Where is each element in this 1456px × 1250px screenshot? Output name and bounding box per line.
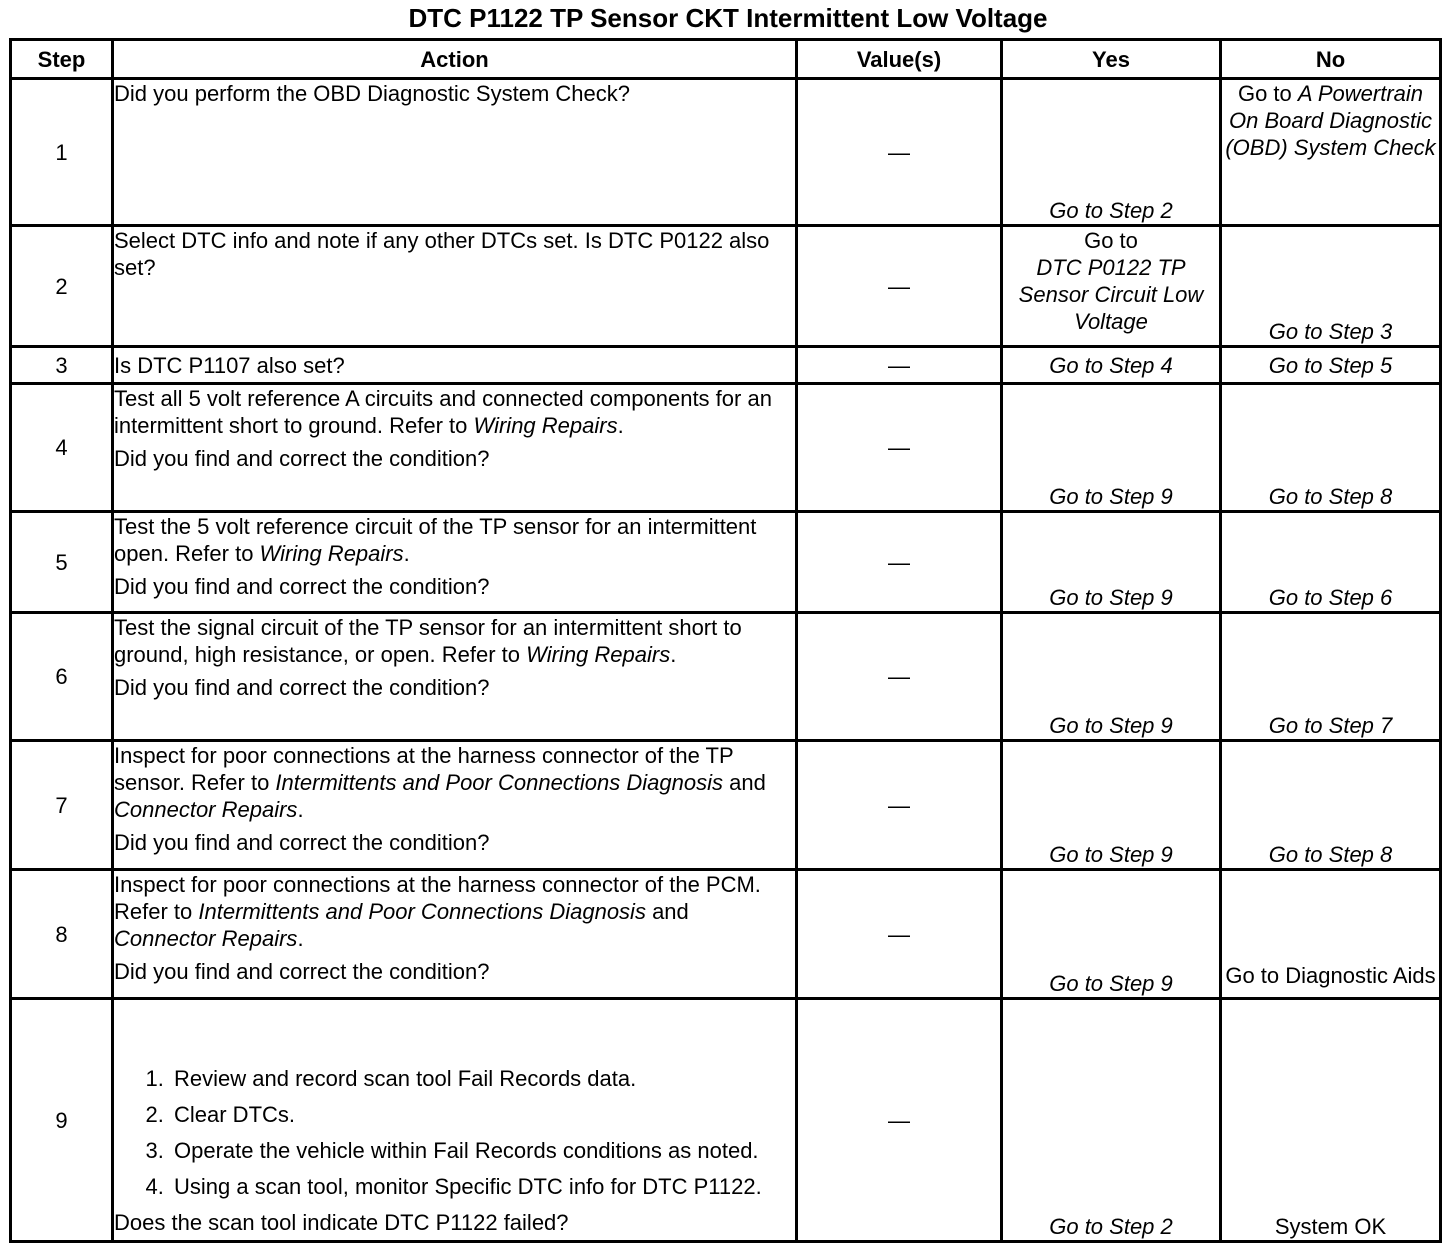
no-text: Go to Step 5 [1268,352,1393,378]
action-text: Test the signal circuit of the TP sensor for an intermittent short to ground, high resistance, or open. Refer to [114,615,742,667]
yes-cell [1002,347,1221,384]
diagnostic-table [9,38,1442,1243]
yes-text: Go to Step 4 [1049,352,1173,378]
action-punctuation: . [297,926,304,951]
table-row [11,512,1441,613]
header-values: Value(s) [797,40,1002,79]
table-row [11,226,1441,347]
action-instruction [114,614,795,668]
list-item: 2. Clear DTCs. [170,1101,795,1128]
action-question: Did you find and correct the condition? [114,830,490,855]
no-cell [1221,999,1441,1242]
action-cell [113,613,797,741]
yes-cell [1002,870,1221,999]
value-cell: — [797,870,1002,999]
value-cell: — [797,226,1002,347]
action-reference: Wiring Repairs [259,541,404,566]
action-punctuation: . [403,541,410,566]
step-number: 4 [11,384,113,512]
table-header-row [11,40,1441,79]
step-number: 1 [11,79,113,226]
yes-prefix: Go to [1084,228,1138,253]
action-text: Did you perform the OBD Diagnostic System Check? [114,81,630,106]
action-cell [113,741,797,870]
step-number: 5 [11,512,113,613]
value-cell: — [797,79,1002,226]
yes-cell [1002,79,1221,226]
no-cell [1221,870,1441,999]
value-cell: — [797,512,1002,613]
action-cell [113,999,797,1242]
yes-text: Go to Step 9 [1049,713,1173,738]
action-instruction [114,871,795,952]
no-text: Go to Step 7 [1268,713,1393,738]
table-row [11,347,1441,384]
yes-cell [1002,999,1221,1242]
action-instruction [114,513,795,567]
value-cell: — [797,347,1002,384]
action-question: Does the scan tool indicate DTC P1122 failed? [114,1210,569,1235]
action-list [114,1065,795,1200]
action-text: Inspect for poor connections at the harness connector of the PCM. Refer to [114,872,761,924]
step-number: 8 [11,870,113,999]
no-text: Go to Diagnostic Aids [1225,963,1436,988]
table-row [11,999,1441,1242]
no-text: Go to Step 3 [1268,319,1393,344]
action-cell [113,226,797,347]
no-cell [1221,512,1441,613]
step-number: 7 [11,741,113,870]
no-text: Go to Step 6 [1268,585,1393,610]
page-title: DTC P1122 TP Sensor CKT Intermittent Low Voltage [408,3,1048,33]
yes-text: Go to Step 9 [1049,971,1173,996]
value-cell: — [797,741,1002,870]
table-row [11,79,1441,226]
header-yes: Yes [1002,40,1221,79]
action-question: Did you find and correct the condition? [114,574,490,599]
table-row [11,741,1441,870]
action-punctuation: . [297,797,304,822]
no-cell [1221,79,1441,226]
action-reference: Intermittents and Poor Connections Diagnosis [198,899,646,924]
action-cell [113,79,797,226]
action-cell [113,384,797,512]
no-cell [1221,741,1441,870]
action-reference: Connector Repairs [114,926,298,951]
yes-text: Go to Step 9 [1049,842,1173,867]
no-text: Go to Step 8 [1268,842,1393,867]
yes-text: Go to Step 9 [1049,484,1173,509]
action-punctuation: . [617,413,624,438]
yes-cell [1002,384,1221,512]
no-text: System OK [1274,1214,1387,1239]
yes-text: Go to Step 2 [1049,1214,1173,1239]
yes-reference: DTC P0122 TP Sensor Circuit Low Voltage [1018,255,1204,334]
action-question: Did you find and correct the condition? [114,675,490,700]
no-text: Go to Step 8 [1268,484,1393,509]
action-reference: Wiring Repairs [526,642,671,667]
action-text: Test the 5 volt reference circuit of the TP sensor for an intermittent open. Refer to [114,514,757,566]
step-number: 6 [11,613,113,741]
action-text: Test all 5 volt reference A circuits and connected components for an intermittent short to ground. Refer to [114,386,772,438]
value-cell: — [797,999,1002,1242]
action-reference: Intermittents and Poor Connections Diagnosis [275,770,723,795]
action-question: Did you find and correct the condition? [114,959,490,984]
action-instruction [114,742,795,823]
action-question: Did you find and correct the condition? [114,446,490,471]
header-step: Step [11,40,113,79]
value-cell: — [797,384,1002,512]
step-number: 3 [11,347,113,384]
no-cell [1221,226,1441,347]
action-conjunction: and [645,899,689,924]
step-number: 9 [11,999,113,1242]
list-item: 1. Review and record scan tool Fail Records data. [170,1065,795,1092]
value-cell: — [797,613,1002,741]
no-prefix: Go to [1237,81,1298,106]
yes-cell [1002,512,1221,613]
action-text: Is DTC P1107 also set? [114,352,345,378]
action-text: Select DTC info and note if any other DTCs set. Is DTC P0122 also set? [114,228,770,280]
list-item: 3. Operate the vehicle within Fail Records conditions as noted. [170,1137,795,1164]
no-cell [1221,384,1441,512]
action-text: Inspect for poor connections at the harness connector of the TP sensor. Refer to [114,743,734,795]
action-conjunction: and [723,770,766,795]
header-action: Action [113,40,797,79]
action-punctuation: . [670,642,677,667]
yes-cell [1002,613,1221,741]
action-cell [113,347,797,384]
yes-text: Go to Step 2 [1049,198,1173,223]
action-instruction [114,385,795,439]
action-cell [113,870,797,999]
table-row [11,613,1441,741]
yes-text: Go to Step 9 [1049,585,1173,610]
action-cell [113,512,797,613]
yes-cell [1002,741,1221,870]
step-number: 2 [11,226,113,347]
list-item: 4. Using a scan tool, monitor Specific DTC info for DTC P1122. [170,1173,795,1200]
action-reference: Connector Repairs [114,797,298,822]
table-row [11,870,1441,999]
table-row [11,384,1441,512]
no-reference: A Powertrain On Board Diagnostic (OBD) System Check [1225,81,1436,160]
yes-cell [1002,226,1221,347]
no-cell [1221,613,1441,741]
header-no: No [1221,40,1441,79]
no-cell [1221,347,1441,384]
action-reference: Wiring Repairs [473,413,618,438]
